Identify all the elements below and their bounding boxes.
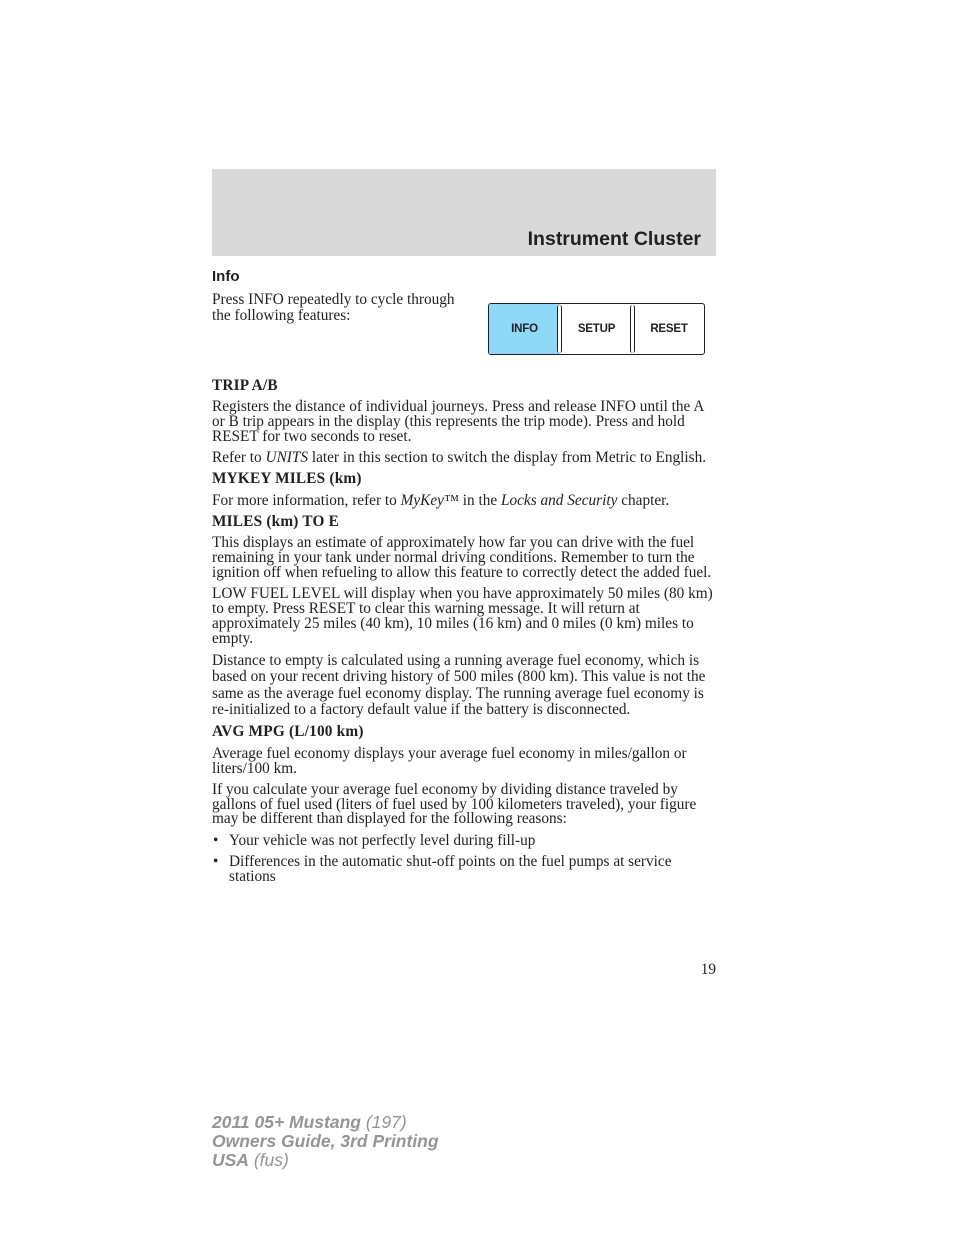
trip-paragraph-2: Refer to UNITS later in this section to switch the display from Metric to English. [212,449,707,467]
units-reference: UNITS [265,449,309,467]
avg-heading: AVG MPG (L/100 km) [212,723,364,741]
button-divider [630,305,635,353]
body-text-column [212,379,718,891]
locks-security-reference: Locks and Security [500,491,618,509]
footer-line-2: Owners Guide, 3rd Printing [212,1131,439,1151]
dte-paragraph-3: Distance to empty is calculated using a running average fuel economy, which is based on your recent driving history of 500 miles (800 km). This value is not the same as the average fuel economy display. The running average fuel economy is re-initialized to a factory default value if the battery is disconnected. [212,651,706,719]
section-title: Instrument Cluster [527,228,701,250]
dte-paragraph-2: LOW FUEL LEVEL will display when you have approximately 50 miles (80 km) to empty. Press RESET to clear this warning message. It will return at approximately 25 miles (40 km), 10 miles (16 km) and 0 miles (0 km) miles to empty. [212,585,713,647]
trip-paragraph-1: Registers the distance of individual journeys. Press and release INFO until the A or B trip appears in the display (this represents the trip mode). Press and hold RESET for two seconds to reset. [212,398,704,445]
reasons-list [212,831,718,885]
info-button: INFO [489,304,560,354]
info-heading: Info [212,268,240,285]
info-intro-text: Press INFO repeatedly to cycle through the following features: [212,291,455,324]
list-item: • Differences in the automatic shut-off points on the fuel pumps at service stations [212,855,718,885]
avg-paragraph-1: Average fuel economy displays your average fuel economy in miles/gallon or liters/100 km. [212,744,687,777]
section-header-band [212,169,716,256]
mykey-paragraph: For more information, refer to MyKey™ in the Locks and Security chapter. [212,491,670,509]
page-number: 19 [700,961,716,978]
document-footer [212,1113,439,1170]
setup-button: SETUP [577,323,616,335]
dte-heading: MILES (km) TO E [212,513,339,531]
list-item: • Your vehicle was not perfectly level during fill-up [212,834,718,849]
dte-paragraph-1: This displays an estimate of approximately how far you can drive with the fuel remaining in your tank under normal driving conditions. Remember to turn the ignition off when refueling to allow this feature to correctly detect the added fuel. [212,534,712,581]
button-divider [557,305,562,353]
reset-button: RESET [650,323,688,335]
trip-heading: TRIP A/B [212,377,278,394]
mykey-reference: MyKey™ [400,491,459,509]
mykey-heading: MYKEY MILES (km) [212,470,362,488]
avg-paragraph-2: If you calculate your average fuel economy by dividing distance traveled by gallons of fuel used (liters of fuel used by 100 kilometers traveled), your figure may be different than displayed for the following reasons: [212,780,697,828]
cluster-button-illustration [488,303,705,355]
footer-line-3: USA (fus) [212,1150,289,1170]
footer-line-1: 2011 05+ Mustang (197) [212,1112,407,1132]
